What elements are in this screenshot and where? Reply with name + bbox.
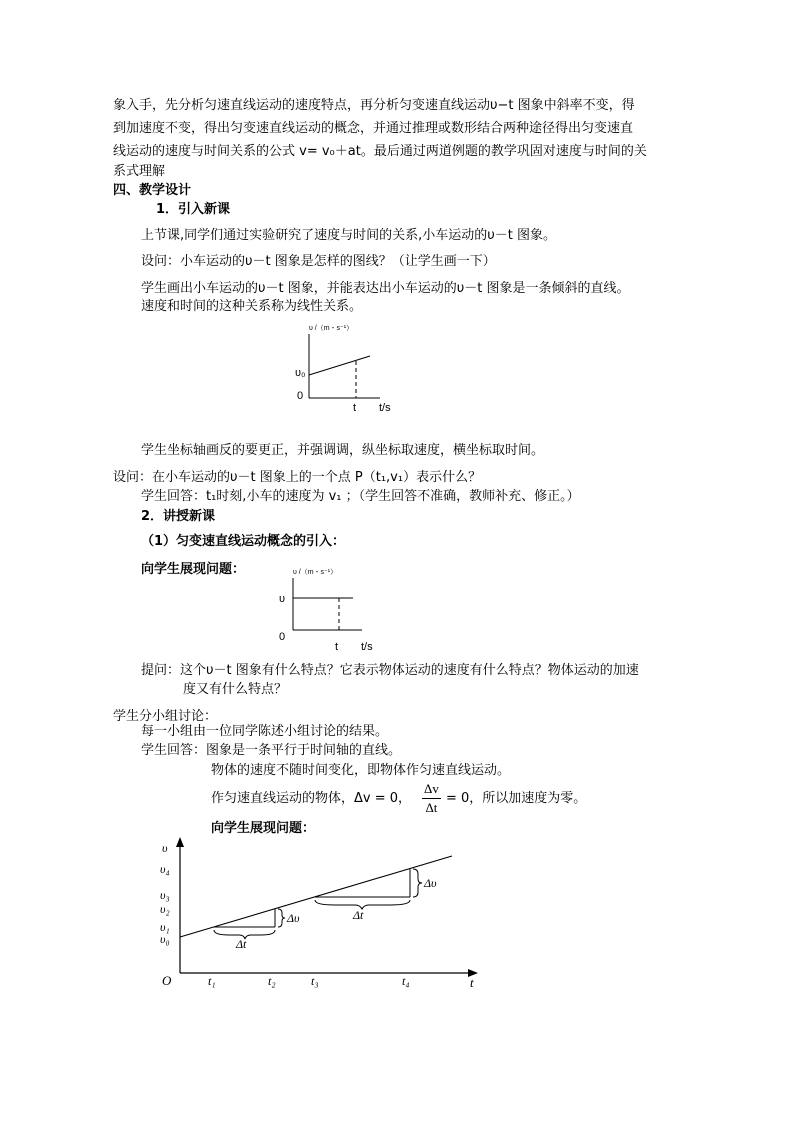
subsection-heading-1: 1．引入新课 <box>156 202 231 217</box>
graph2-origin-label: 0 <box>279 631 286 643</box>
graph3-v4-label: υ₄ <box>160 862 170 876</box>
section-heading: 四、教学设计 <box>113 183 192 198</box>
question-3b: 度又有什么特点？ <box>183 682 288 697</box>
subsection-heading-2-1: （1）匀变速直线运动概念的引入： <box>141 534 346 549</box>
paragraph-3b: 速度和时间的这种关系称为线性关系。 <box>141 299 363 314</box>
graph-accelerated-motion <box>150 835 490 995</box>
group-line-4a: 作匀速直线运动的物体，Δv = 0， <box>211 791 412 806</box>
graph3-dv-label-2: Δυ <box>424 876 437 890</box>
show-problem-label-1: 向学生展现问题： <box>141 562 246 577</box>
graph-horizontal-line <box>265 562 405 662</box>
graph3-dt-label-2: Δt <box>353 908 364 922</box>
graph3-t2-label: t₂ <box>268 974 276 988</box>
graph3-v1-label: υ₁ <box>160 920 170 934</box>
paragraph-1: 上节课,同学们通过实验研究了速度与时间的关系,小车运动的υ－t 图象。 <box>141 228 557 243</box>
group-line-3: 物体的速度不随时间变化，即物体作匀速直线运动。 <box>211 763 511 778</box>
graph1-ylabel: υ /（m・s⁻¹） <box>309 325 354 332</box>
graph3-t-axis-label: t <box>470 975 474 990</box>
graph3-v-axis-label: υ <box>162 841 168 855</box>
graph2-t-label: t <box>335 641 339 653</box>
intro-line-1: 象入手，先分析匀速直线运动的速度特点，再分析匀变速直线运动υ−t 图象中斜率不变，得 <box>113 98 635 113</box>
graph3-t4-label: t₄ <box>402 974 410 988</box>
acceleration-fraction <box>422 780 441 817</box>
graph3-v2-label: υ₂ <box>160 902 170 916</box>
graph1-t-label: t <box>353 402 357 414</box>
intro-line-4: 系式理解 <box>113 164 166 179</box>
group-discussion-label: 学生分小组讨论： <box>113 709 218 724</box>
graph3-origin-label: O <box>162 973 172 988</box>
fraction-numerator: Δv <box>422 780 441 799</box>
intro-line-3: 线运动的速度与时间关系的公式 v= v₀＋at。最后通过两道例题的教学巩固对速度与时间的关 <box>113 144 647 159</box>
graph1-v0-label: υ₀ <box>295 367 306 379</box>
question-3a: 提问：这个υ－t 图象有什么特点？它表示物体运动的速度有什么特点？物体运动的加速 <box>141 663 639 678</box>
graph3-v0-label: υ₀ <box>160 932 170 946</box>
graph-inclined-line <box>285 320 425 420</box>
graph2-tunit-label: t/s <box>361 641 373 653</box>
graph3-t1-label: t₁ <box>208 974 216 988</box>
group-line-1: 每一小组由一位同学陈述小组讨论的结果。 <box>141 724 389 739</box>
graph3-dv-label-1: Δυ <box>287 911 300 925</box>
subsection-heading-2: 2．讲授新课 <box>141 509 216 524</box>
graph2-v-label: υ <box>279 593 286 605</box>
graph3-dt-label-1: Δt <box>236 937 247 951</box>
show-problem-label-2: 向学生展现问题： <box>211 821 316 836</box>
question-1: 设问：小车运动的υ－t 图象是怎样的图线？（让学生画一下） <box>141 254 496 269</box>
graph3-t3-label: t₃ <box>311 974 319 988</box>
graph1-tunit-label: t/s <box>379 402 391 414</box>
graph2-ylabel: υ /（m・s⁻¹） <box>293 569 338 576</box>
graph3-v3-label: υ₃ <box>160 888 170 902</box>
question-2: 设问：在小车运动的υ－t 图象上的一个点 P（t₁,v₁）表示什么？ <box>113 470 482 485</box>
graph1-origin-label: 0 <box>297 390 304 402</box>
group-line-4b: = 0，所以加速度为零。 <box>446 791 587 806</box>
student-answer-1: 学生回答：t₁时刻,小车的速度为 v₁ ；（学生回答不准确，教师补充、修正。） <box>141 489 580 504</box>
group-line-2: 学生回答：图象是一条平行于时间轴的直线。 <box>141 743 402 758</box>
paragraph-4: 学生坐标轴画反的要更正，并强调调，纵坐标取速度，横坐标取时间。 <box>141 443 545 458</box>
paragraph-3a: 学生画出小车运动的υ－t 图象，并能表达出小车运动的υ－t 图象是一条倾斜的直线。 <box>141 281 630 296</box>
fraction-denominator: Δt <box>425 800 438 815</box>
intro-line-2: 到加速度不变，得出匀变速直线运动的概念，并通过推理或数形结合两种途径得出匀变速直 <box>113 121 634 136</box>
